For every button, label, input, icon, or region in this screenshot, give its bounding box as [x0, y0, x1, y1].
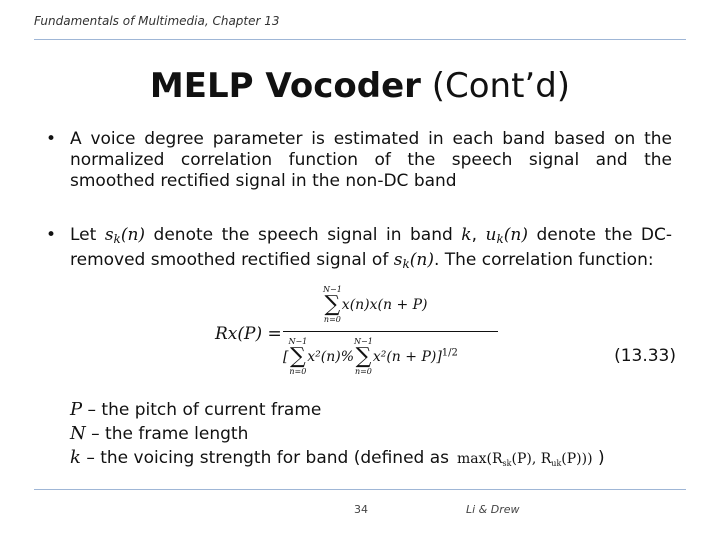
bullet-dot: • [46, 129, 57, 149]
bullet-voice-degree [46, 129, 672, 192]
formula-lhs: Rx(P) = [215, 324, 282, 344]
formula-numerator: N−1 ∑ n=0 x(n)x(n + P) [323, 285, 428, 324]
footer-authors: Li & Drew [466, 503, 520, 516]
sum-symbol: N−1 ∑ n=0 [288, 337, 308, 376]
equation-number: (13.33) [614, 346, 676, 366]
title-main: MELP Vocoder [149, 66, 421, 106]
slide-header: Fundamentals of Multimedia, Chapter 13 [34, 14, 280, 28]
definition-voicing-strength: k – the voicing strength for band (defined as $\max(R_{sk}(P)$, $R_{uk}(P)$)) ) [70, 447, 605, 468]
sum-symbol: N−1 ∑ n=0 [354, 337, 373, 376]
fraction-bar [283, 331, 498, 332]
bullet-dot: • [46, 225, 57, 245]
correlation-formula [215, 286, 505, 390]
sum-symbol: N−1 ∑ n=0 [323, 285, 342, 324]
formula-denominator: [ N−1 ∑ n=0 x²(n)% N−1 ∑ n=0 x²(n + P)]$^{1/2}$ [283, 337, 458, 376]
footer-divider [34, 489, 686, 490]
header-divider [34, 39, 686, 40]
slide-title [0, 66, 720, 106]
definition-frame-length: N – the frame length [70, 423, 249, 444]
variable-definitions [70, 398, 605, 476]
bullet-text: Let $s_k(n)$ denote the speech signal in band k, $u_k(n)$ denote the DC-removed smoothed rectified signal of $s_k(n)$. The correlation function: [70, 225, 673, 271]
page-number: 34 [354, 503, 368, 516]
max-expression: $\max(R_{sk}(P)$, $R_{uk}(P)$)) [457, 451, 593, 468]
title-suffix: (Cont’d) [431, 66, 571, 106]
definition-pitch: P – the pitch of current frame [70, 399, 322, 420]
bullet-text: A voice degree parameter is estimated in each band based on the normalized correlation function of the speech signal and the smoothed rectified signal in the non-DC band [70, 129, 672, 191]
bullet-signal-definitions [46, 225, 672, 275]
